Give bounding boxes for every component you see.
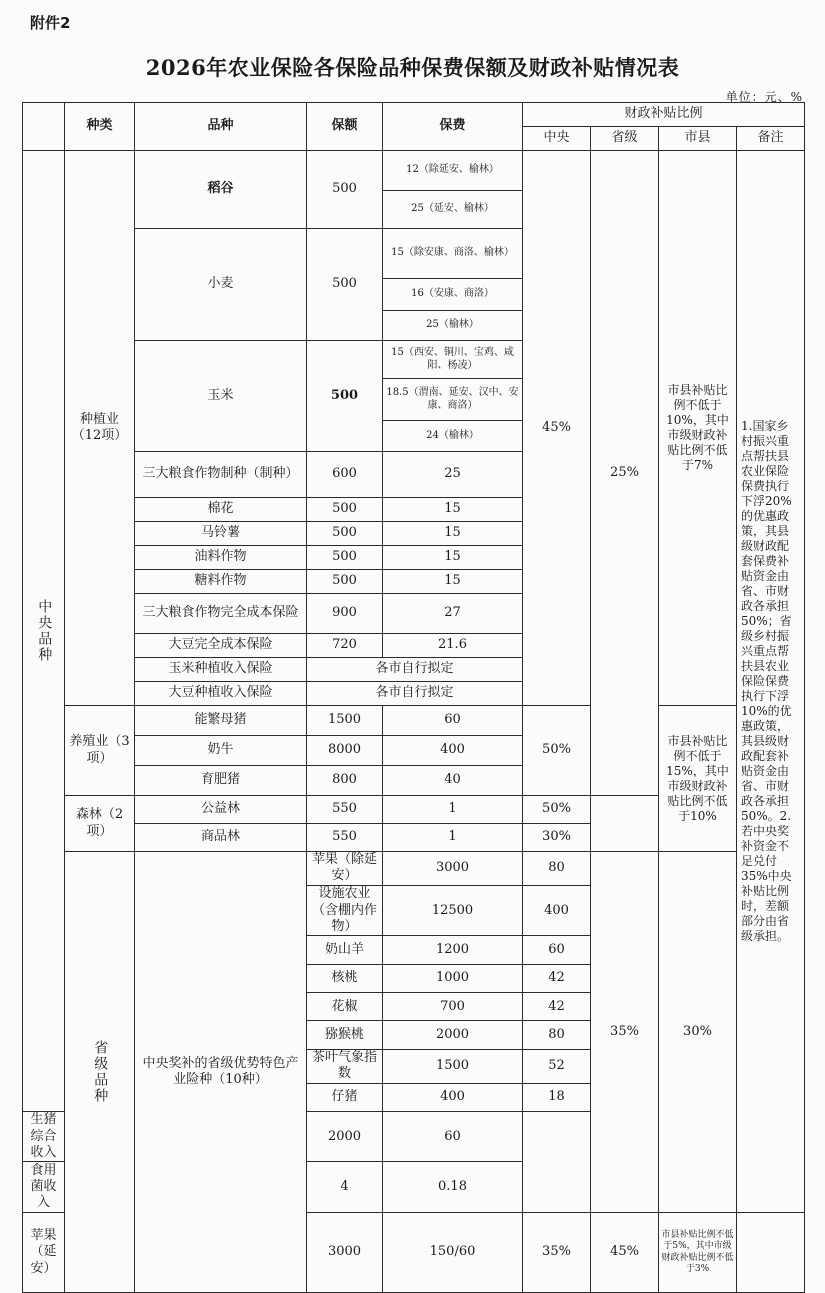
- variety-sugar: 糖料作物: [135, 570, 307, 594]
- premium-mushroom: 0.18: [383, 1162, 523, 1213]
- premium-sow: 60: [383, 706, 523, 736]
- amount-public-forest: 550: [307, 796, 383, 824]
- variety-goat: 奶山羊: [307, 936, 383, 964]
- category-planting: 种植业（12项）: [65, 151, 135, 706]
- amount-commercial-forest: 550: [307, 824, 383, 852]
- page-title: 2026年农业保险各保险品种保费保额及财政补贴情况表: [145, 55, 680, 80]
- amount-sow: 1500: [307, 706, 383, 736]
- amount-kiwi: 2000: [383, 1021, 523, 1049]
- premium-corn-1: 15（西安、铜川、宝鸡、咸阳、杨凌）: [383, 341, 523, 379]
- premium-header: 保费: [383, 103, 523, 151]
- remarks-note: 1.国家乡村振兴重点帮扶县农业保险保费执行下浮20%的优惠政策，其县级财政配套保费补贴资金由省、市财政各承担50%；省级乡村振兴重点帮扶县农业保险保费执行下浮10%的优惠政策，其县级财政配套补贴资金由省、市财政各承担50%。2.若中央奖补资金不足兑付35%中央补贴比例时，差额部分由省级承担。: [737, 151, 805, 1213]
- variety-cotton: 棉花: [135, 498, 307, 522]
- premium-pepper: 42: [523, 993, 591, 1021]
- premium-fullcost: 27: [383, 594, 523, 634]
- premium-apple-yanan: 150/60: [383, 1213, 523, 1293]
- variety-potato: 马铃薯: [135, 522, 307, 546]
- central-commercial-forest: 30%: [523, 824, 591, 852]
- category-header: 种类: [65, 103, 135, 151]
- amount-hog: 800: [307, 766, 383, 796]
- sum-insured-header: 保额: [307, 103, 383, 151]
- unit-label: 单位：元、%: [725, 90, 803, 104]
- provincial-apple-yanan: 45%: [591, 1213, 659, 1293]
- variety-rice: 稻谷: [135, 151, 307, 229]
- variety-fullcost: 三大粮食作物完全成本保险: [135, 594, 307, 634]
- variety-piglet: 仔猪: [307, 1083, 383, 1111]
- amount-potato: 500: [307, 522, 383, 546]
- amount-sugar: 500: [307, 570, 383, 594]
- variety-corn-income: 玉米种植收入保险: [135, 658, 307, 682]
- premium-rice-2: 25（延安、榆林）: [383, 191, 523, 229]
- premium-potato: 15: [383, 522, 523, 546]
- insurance-table: [22, 102, 805, 1293]
- city-county-header: 市县: [659, 127, 737, 151]
- variety-kiwi: 猕猴桃: [307, 1021, 383, 1049]
- premium-pig-income: 60: [383, 1112, 523, 1162]
- premium-cow: 400: [383, 736, 523, 766]
- category-breeding: 养殖业（3项）: [65, 706, 135, 796]
- premium-kiwi: 80: [523, 1021, 591, 1049]
- city-breeding: 市县补贴比例不低于15%，其中市级财政补贴比例不低于10%: [659, 706, 737, 852]
- variety-commercial-forest: 商品林: [135, 824, 307, 852]
- variety-apple: 苹果（除延安）: [307, 852, 383, 886]
- premium-greenhouse: 400: [523, 885, 591, 935]
- amount-soy-fullcost: 720: [307, 634, 383, 658]
- variety-pepper: 花椒: [307, 993, 383, 1021]
- premium-wheat-2: 16（安康、商洛）: [383, 279, 523, 311]
- variety-wheat: 小麦: [135, 229, 307, 341]
- premium-sugar: 15: [383, 570, 523, 594]
- variety-public-forest: 公益林: [135, 796, 307, 824]
- variety-walnut: 核桃: [307, 964, 383, 992]
- combined-soy-income: 各市自行拟定: [307, 682, 523, 706]
- premium-piglet: 18: [523, 1083, 591, 1111]
- category-special: 中央奖补的省级优势特色产业险种（10种）: [135, 852, 307, 1293]
- variety-header: 品种: [135, 103, 307, 151]
- amount-mushroom: 4: [307, 1162, 383, 1213]
- central-apple-yanan: 35%: [523, 1213, 591, 1293]
- variety-soy-fullcost: 大豆完全成本保险: [135, 634, 307, 658]
- amount-tea: 1500: [383, 1049, 523, 1083]
- premium-goat: 60: [523, 936, 591, 964]
- amount-wheat: 500: [307, 229, 383, 341]
- amount-walnut: 1000: [383, 964, 523, 992]
- variety-mushroom: 食用菌收入: [23, 1162, 65, 1213]
- premium-soy-fullcost: 21.6: [383, 634, 523, 658]
- central-planting: 45%: [523, 151, 591, 706]
- amount-seed: 600: [307, 452, 383, 498]
- provincial-header: 省级: [591, 127, 659, 151]
- remarks-header: 备注: [737, 127, 805, 151]
- variety-oil: 油料作物: [135, 546, 307, 570]
- amount-cow: 8000: [307, 736, 383, 766]
- amount-pig-income: 2000: [307, 1112, 383, 1162]
- premium-seed: 25: [383, 452, 523, 498]
- variety-cow: 奶牛: [135, 736, 307, 766]
- provincial-special: 30%: [659, 852, 737, 1213]
- premium-corn-3: 24（榆林）: [383, 421, 523, 452]
- premium-oil: 15: [383, 546, 523, 570]
- city-apple-yanan: 市县补贴比例不低于5%，其中市级财政补贴比例不低于3%: [659, 1213, 737, 1293]
- amount-greenhouse: 12500: [383, 885, 523, 935]
- amount-cotton: 500: [307, 498, 383, 522]
- central-public-forest: 50%: [523, 796, 591, 824]
- subsidy-group-header: 财政补贴比例: [523, 103, 805, 127]
- variety-corn: 玉米: [135, 341, 307, 452]
- central-breeding: 50%: [523, 706, 591, 796]
- provincial-central-group: 25%: [591, 151, 659, 796]
- central-header: 中央: [523, 127, 591, 151]
- variety-soy-income: 大豆种植收入保险: [135, 682, 307, 706]
- premium-wheat-3: 25（榆林）: [383, 311, 523, 341]
- amount-rice: 500: [307, 151, 383, 229]
- variety-tea: 茶叶气象指数: [307, 1049, 383, 1083]
- central-special: 35%: [591, 852, 659, 1213]
- group-header: [23, 103, 65, 151]
- city-planting: 市县补贴比例不低于10%，其中市级财政补贴比例不低于7%: [659, 151, 737, 706]
- amount-apple-yanan: 3000: [307, 1213, 383, 1293]
- variety-apple-yanan: 苹果（延安）: [23, 1213, 65, 1293]
- premium-cotton: 15: [383, 498, 523, 522]
- premium-corn-2: 18.5（渭南、延安、汉中、安康、商洛）: [383, 379, 523, 421]
- amount-oil: 500: [307, 546, 383, 570]
- premium-rice-1: 12（除延安、榆林）: [383, 151, 523, 191]
- premium-public-forest: 1: [383, 796, 523, 824]
- category-forest: 森林（2项）: [65, 796, 135, 852]
- variety-greenhouse: 设施农业（含棚内作物）: [307, 885, 383, 935]
- premium-hog: 40: [383, 766, 523, 796]
- variety-sow: 能繁母猪: [135, 706, 307, 736]
- variety-seed: 三大粮食作物制种（制种）: [135, 452, 307, 498]
- amount-pepper: 700: [383, 993, 523, 1021]
- premium-apple: 80: [523, 852, 591, 886]
- combined-corn-income: 各市自行拟定: [307, 658, 523, 682]
- remarks-empty-cell: [737, 1213, 805, 1293]
- variety-pig-income: 生猪综合收入: [23, 1112, 65, 1162]
- variety-hog: 育肥猪: [135, 766, 307, 796]
- amount-fullcost: 900: [307, 594, 383, 634]
- premium-wheat-1: 15（除安康、商洛、榆林）: [383, 229, 523, 279]
- attachment-label: 附件2: [30, 14, 71, 32]
- amount-apple: 3000: [383, 852, 523, 886]
- premium-walnut: 42: [523, 964, 591, 992]
- premium-commercial-forest: 1: [383, 824, 523, 852]
- amount-piglet: 400: [383, 1083, 523, 1111]
- group-provincial: 省级品种: [65, 852, 135, 1293]
- group-central: 中央品种: [23, 151, 65, 1112]
- premium-tea: 52: [523, 1049, 591, 1083]
- amount-goat: 1200: [383, 936, 523, 964]
- amount-corn: 500: [307, 341, 383, 452]
